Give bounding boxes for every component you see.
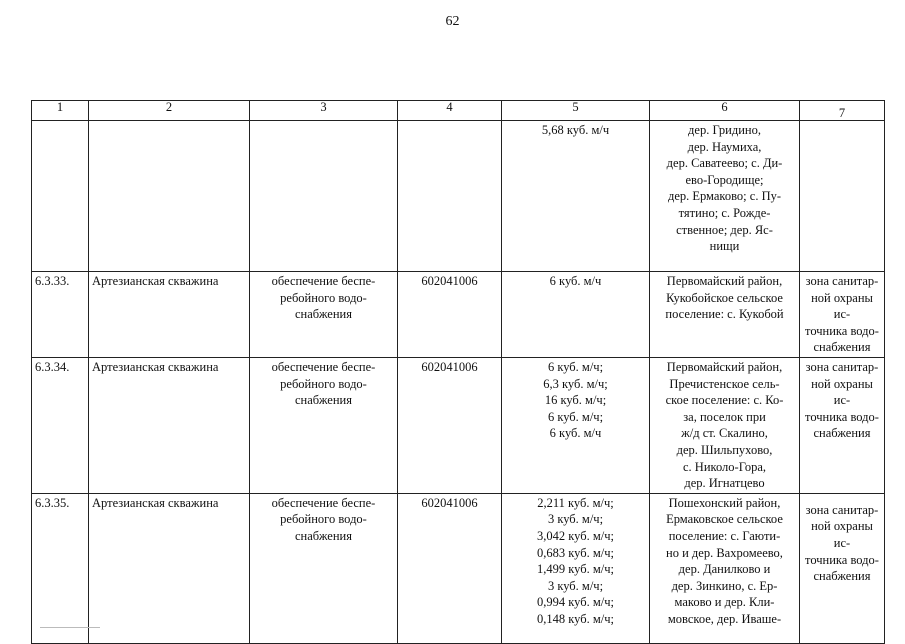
zone-cell: зона санитар- ной охраны ис- точника водо- снабжения xyxy=(800,493,885,643)
location-cell: Пошехонский район, Ермаковское сельское поселение: с. Гаюти- но и дер. Вахромеево, дер. Данилково и дер. Зинкино, с. Ер- маково и дер. Кли- мовское, дер. Иваше- xyxy=(650,493,800,643)
purpose-cell: обеспечение беспе- ребойного водо- снабжения xyxy=(250,357,398,493)
page-number: 62 xyxy=(445,14,460,29)
capacity-cell: 6 куб. м/ч; 6,3 куб. м/ч; 16 куб. м/ч; 6 куб. м/ч; 6 куб. м/ч xyxy=(502,357,650,493)
column-header: 4 xyxy=(398,101,502,121)
purpose-cell xyxy=(250,121,398,272)
zone-cell: зона санитар- ной охраны ис- точника водо- снабжения xyxy=(800,272,885,358)
capacity-cell: 6 куб. м/ч xyxy=(502,272,650,358)
table-row xyxy=(32,357,885,493)
code-cell xyxy=(398,121,502,272)
location-cell: дер. Гридино, дер. Наумиха, дер. Саватеево; с. Ди- ево-Городище; дер. Ермаково; с. Пу- тятино; с. Рожде- ственное; дер. Яс- нищи xyxy=(650,121,800,272)
code-cell: 602041006 xyxy=(398,272,502,358)
capacity-cell: 5,68 куб. м/ч xyxy=(502,121,650,272)
column-header: 6 xyxy=(650,101,800,121)
table-row xyxy=(32,121,885,272)
zone-cell: зона санитар- ной охраны ис- точника водо- снабжения xyxy=(800,357,885,493)
column-header: 7 xyxy=(800,101,885,121)
zone-cell xyxy=(800,121,885,272)
row-number-cell xyxy=(32,121,89,272)
column-header: 1 xyxy=(32,101,89,121)
object-name-cell: Артезианская скважина xyxy=(89,493,250,643)
scan-artifact-line xyxy=(40,627,100,628)
location-cell: Первомайский район, Кукобойское сельское поселение: с. Кукобой xyxy=(650,272,800,358)
row-number-cell: 6.3.35. xyxy=(32,493,89,643)
location-cell: Первомайский район, Пречистенское сель- ское поселение: с. Ко- за, поселок при ж/д ст. Скалино, дер. Шильпухово, с. Николо-Гора, дер. Игнатцево xyxy=(650,357,800,493)
column-header: 5 xyxy=(502,101,650,121)
column-header: 2 xyxy=(89,101,250,121)
row-number-cell: 6.3.34. xyxy=(32,357,89,493)
code-cell: 602041006 xyxy=(398,493,502,643)
object-name-cell: Артезианская скважина xyxy=(89,272,250,358)
column-header: 3 xyxy=(250,101,398,121)
table-header-row xyxy=(32,101,885,121)
capacity-cell: 2,211 куб. м/ч; 3 куб. м/ч; 3,042 куб. м/ч; 0,683 куб. м/ч; 1,499 куб. м/ч; 3 куб. м/ч; 0,994 куб. м/ч; 0,148 куб. м/ч; xyxy=(502,493,650,643)
purpose-cell: обеспечение беспе- ребойного водо- снабжения xyxy=(250,272,398,358)
purpose-cell: обеспечение беспе- ребойного водо- снабжения xyxy=(250,493,398,643)
table-row xyxy=(32,272,885,358)
table-row xyxy=(32,493,885,643)
object-name-cell: Артезианская скважина xyxy=(89,357,250,493)
code-cell: 602041006 xyxy=(398,357,502,493)
object-name-cell xyxy=(89,121,250,272)
document-table xyxy=(31,100,885,644)
row-number-cell: 6.3.33. xyxy=(32,272,89,358)
